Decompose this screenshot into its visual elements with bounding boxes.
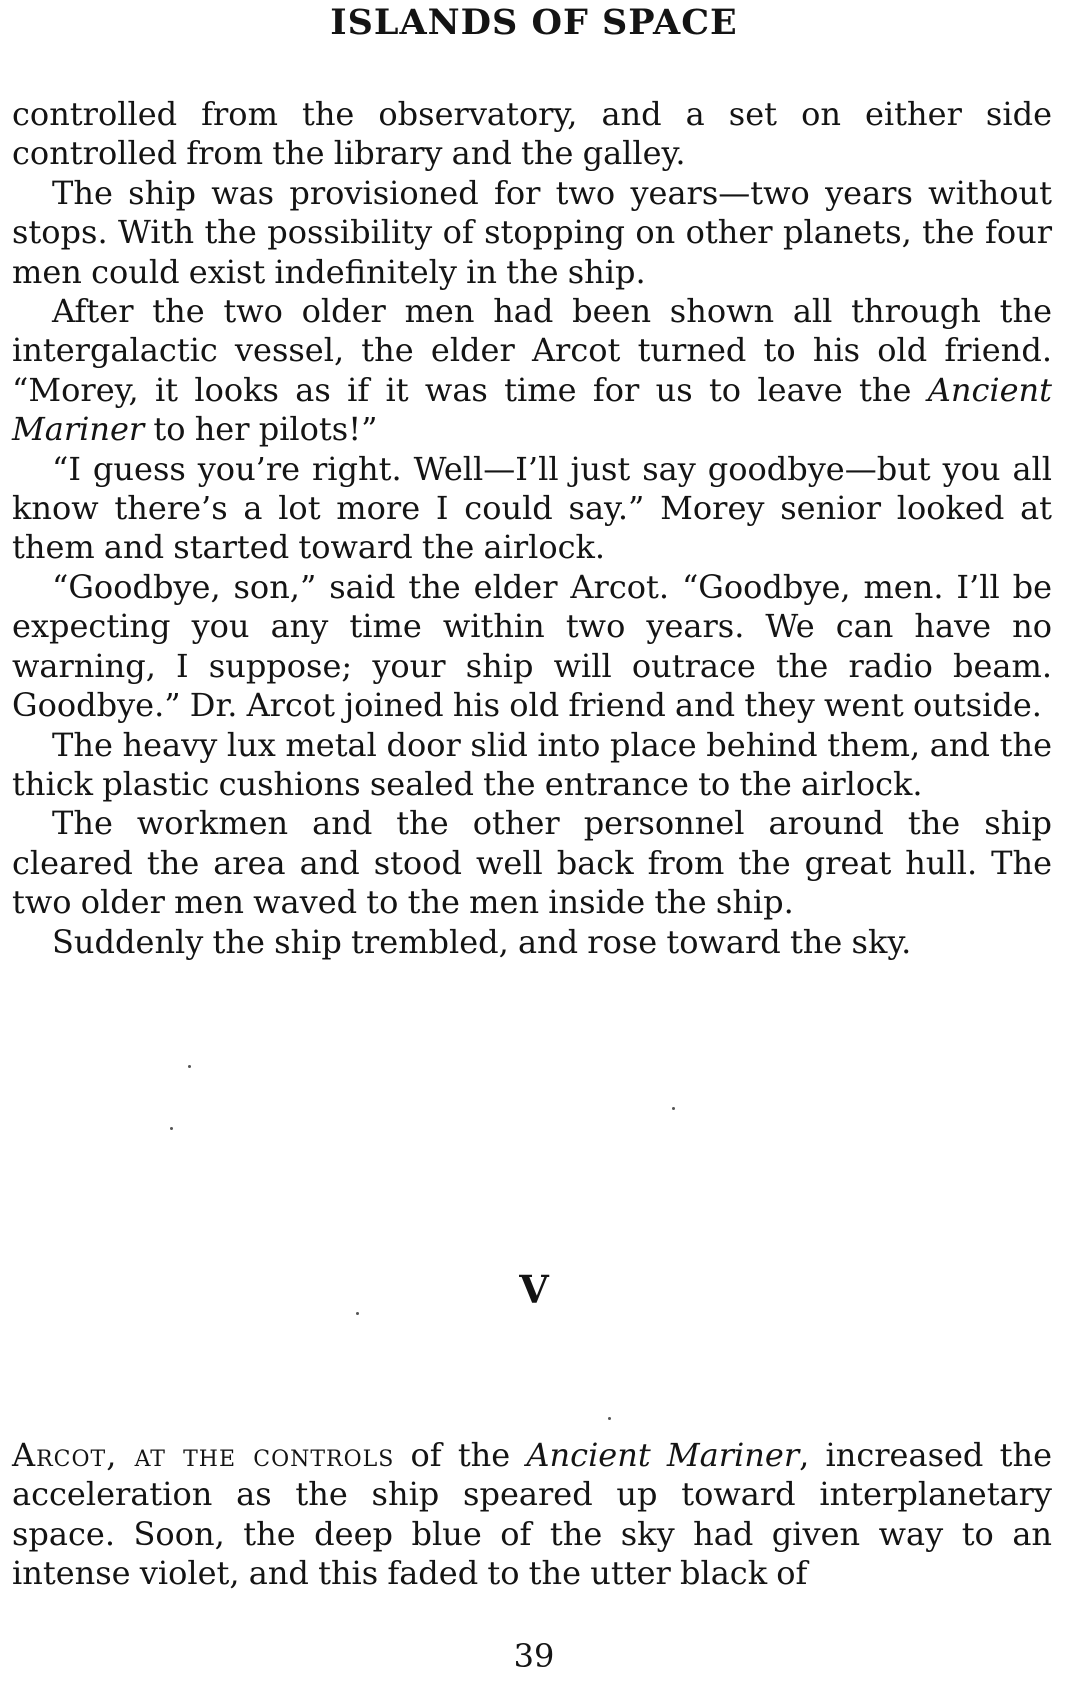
chapter-ship-name-italic: Ancient Mariner xyxy=(526,1436,800,1474)
page-number: 39 xyxy=(513,1637,555,1675)
paragraph-2: The ship was provisioned for two years—two years without stops. With the possibility of stopping on other planets, the four men could exist indefinitely in the ship. xyxy=(12,173,1052,291)
print-speck xyxy=(608,1417,611,1420)
paragraph-1: controlled from the observatory, and a set on either side controlled from the library and the galley. xyxy=(12,95,1052,173)
print-speck xyxy=(672,1107,675,1110)
ship-name-italic: Ancient Mariner xyxy=(12,370,1052,449)
text-block-top xyxy=(12,95,1052,962)
print-speck xyxy=(188,1065,191,1068)
chapter-opening-paragraph xyxy=(12,1436,1052,1594)
chapter-text-before-italic: of the xyxy=(394,1436,527,1474)
chapter-text-after-italic: , increased the acceleration as the ship speared up toward interplanetary space. Soon, the deep blue of the sky had given way to an intense violet, and this faded to the utter black of xyxy=(12,1436,1053,1593)
paragraph-7: The workmen and the other personnel around the ship cleared the area and stood well back from the great hull. The two older men waved to the men inside the ship. xyxy=(12,804,1052,922)
chapter-lead-smallcaps: Arcot, at the controls xyxy=(12,1436,395,1474)
running-title: ISLANDS OF SPACE xyxy=(330,2,738,43)
print-speck xyxy=(356,1312,359,1315)
print-speck xyxy=(170,1127,173,1130)
paragraph-6: The heavy lux metal door slid into place behind them, and the thick plastic cushions sealed the entrance to the airlock. xyxy=(12,725,1052,803)
paragraph-3 xyxy=(12,292,1052,450)
paragraph-5: “Goodbye, son,” said the elder Arcot. “Goodbye, men. I’ll be expecting you any time within two years. We can have no warning, I suppose; your ship will outrace the radio beam. Goodbye.” Dr. Arcot joined his old friend and they went outside. xyxy=(12,567,1052,725)
paragraph-4: “I guess you’re right. Well—I’ll just say goodbye—but you all know there’s a lot more I could say.” Morey senior looked at them and started toward the airlock. xyxy=(12,449,1052,567)
paragraph-8: Suddenly the ship trembled, and rose toward the sky. xyxy=(52,922,912,961)
paragraph-3-tail: to her pilots!” xyxy=(144,410,378,449)
text-block-chapter xyxy=(12,1436,1052,1594)
paragraph-3-text: After the two older men had been shown all through the intergalactic vessel, the elder Arcot turned to his old friend. “Morey, it looks as if it was time for us to leave the xyxy=(12,292,1052,409)
chapter-heading: V xyxy=(519,1267,549,1312)
